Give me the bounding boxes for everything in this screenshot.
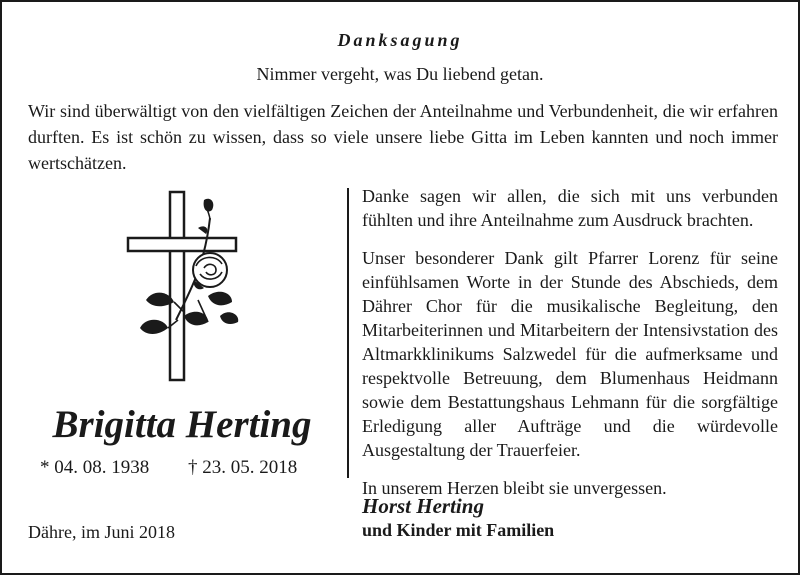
thanks-paragraph: Danke sagen wir allen, die sich mit uns verbunden fühlten und ihre Anteilnahme zum Ausdruck brachten. bbox=[362, 186, 778, 230]
notice-heading: Danksagung bbox=[337, 30, 463, 50]
special-thanks-paragraph: Unser besonderer Dank gilt Pfarrer Lorenz für seine einfühlsamen Worte in der Stunde des Abschieds, dem Dährer Chor für die musikalische Begleitung, den Mitarbeiterinnen und Mitarbeitern der Intensivstation des Altmarkklinikums Salzwedel für die aufmerksame und respektvolle Betreuung, dem Blumenhaus Heidmann sowie dem Bestattungshaus Lehmann für die sorgfältige Erledigung aller Aufträge und die würdevolle Ausgestaltung der Trauerfeier. bbox=[362, 248, 778, 460]
thanks-column bbox=[362, 184, 778, 500]
intro-paragraph: Wir sind überwältigt von den vielfältigen Zeichen der Anteilnahme und Verbundenheit, die wir erfahren durften. Es ist schön zu wissen, dass so viele unsere liebe Gitta im Leben kannten und noch immer wertschätzen. bbox=[28, 101, 778, 173]
signer-name: Horst Herting bbox=[362, 494, 484, 518]
place-date: Dähre, im Juni 2018 bbox=[28, 522, 175, 542]
death-date: † 23. 05. 2018 bbox=[188, 457, 298, 478]
deceased-name: Brigitta Herting bbox=[52, 403, 312, 446]
column-divider bbox=[347, 188, 349, 478]
motto-line: Nimmer vergeht, was Du liebend getan. bbox=[256, 64, 544, 84]
birth-date: * 04. 08. 1938 bbox=[40, 457, 150, 478]
family-line: und Kinder mit Familien bbox=[362, 520, 555, 540]
closing-line: In unserem Herzen bleibt sie unvergessen. bbox=[362, 478, 667, 498]
cross-with-rose-icon bbox=[124, 188, 244, 384]
